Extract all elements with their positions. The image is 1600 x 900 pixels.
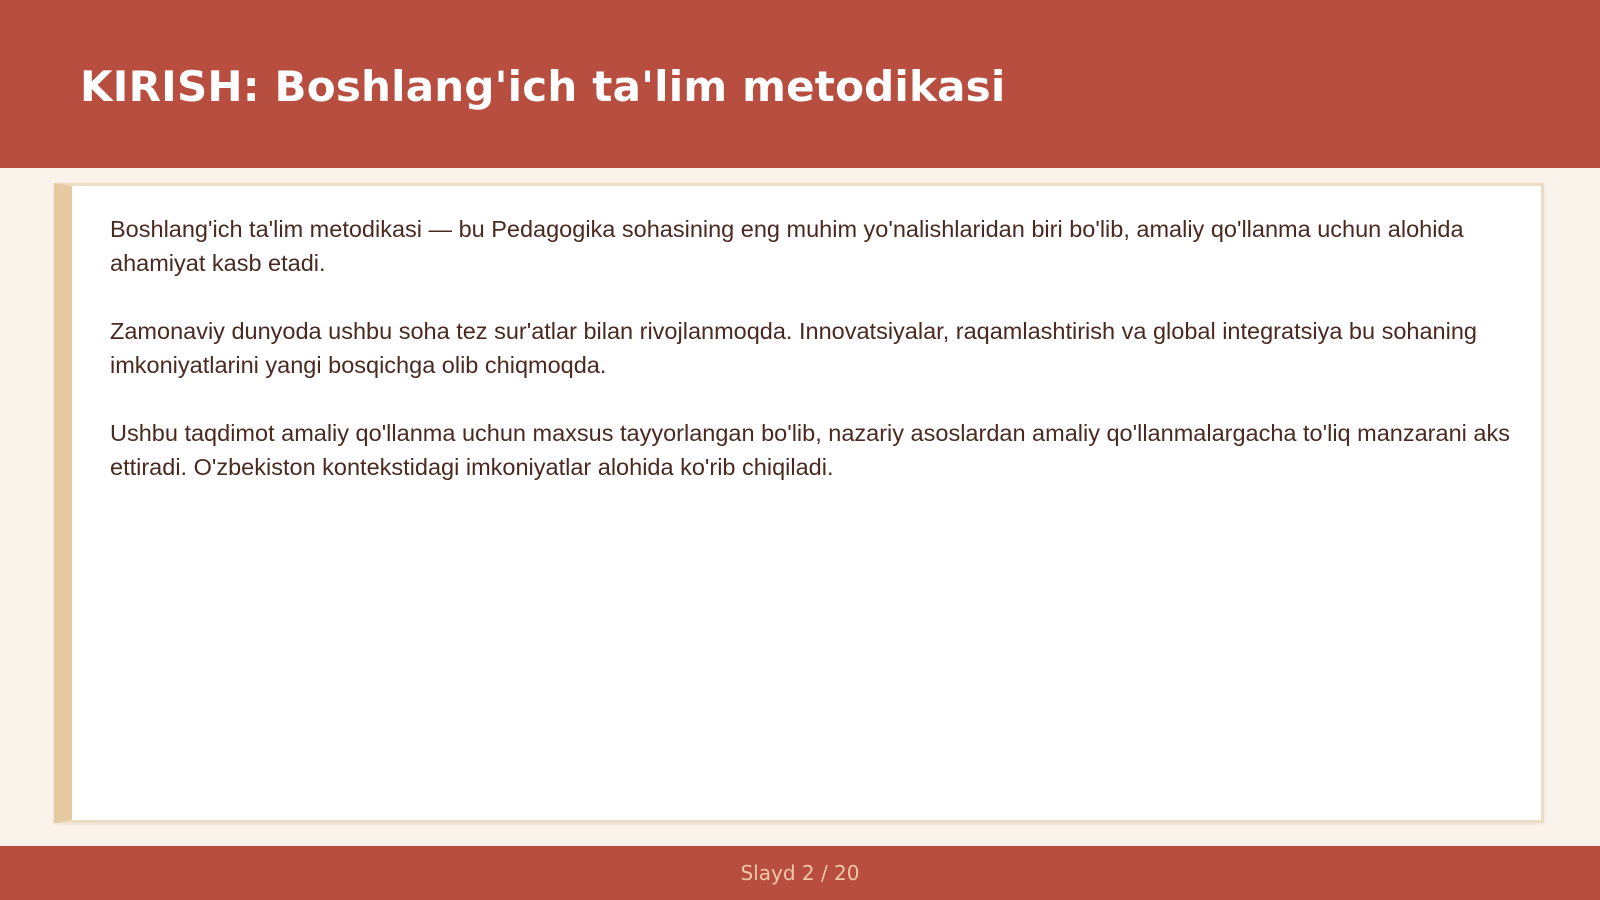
slide-header [0, 0, 1600, 168]
slide-title: KIRISH: Boshlang'ich ta'lim metodikasi [80, 62, 1006, 111]
paragraph-intro: Boshlang'ich ta'lim metodikasi — bu Pedagogika sohasining eng muhim yo'nalishlaridan biri bo'lib, amaliy qo'llanma uchun alohida ahamiyat kasb etadi. [110, 216, 1464, 276]
paragraph-modern-world: Zamonaviy dunyoda ushbu soha tez sur'atlar bilan rivojlanmoqda. Innovatsiyalar, raqamlashtirish va global integratsiya bu sohaning imkoniyatlarini yangi bosqichga olib chiqmoqda. [110, 318, 1477, 378]
content-card [54, 183, 1544, 823]
paragraph-presentation-purpose: Ushbu taqdimot amaliy qo'llanma uchun maxsus tayyorlangan bo'lib, nazariy asoslardan amaliy qo'llanmalargacha to'liq manzarani aks ettiradi. O'zbekiston kontekstidagi imkoniyatlar alohida ko'rib chiqiladi. [110, 420, 1510, 480]
content-body [110, 212, 1510, 518]
slide-number: Slayd 2 / 20 [740, 861, 860, 885]
slide-footer [0, 846, 1600, 900]
